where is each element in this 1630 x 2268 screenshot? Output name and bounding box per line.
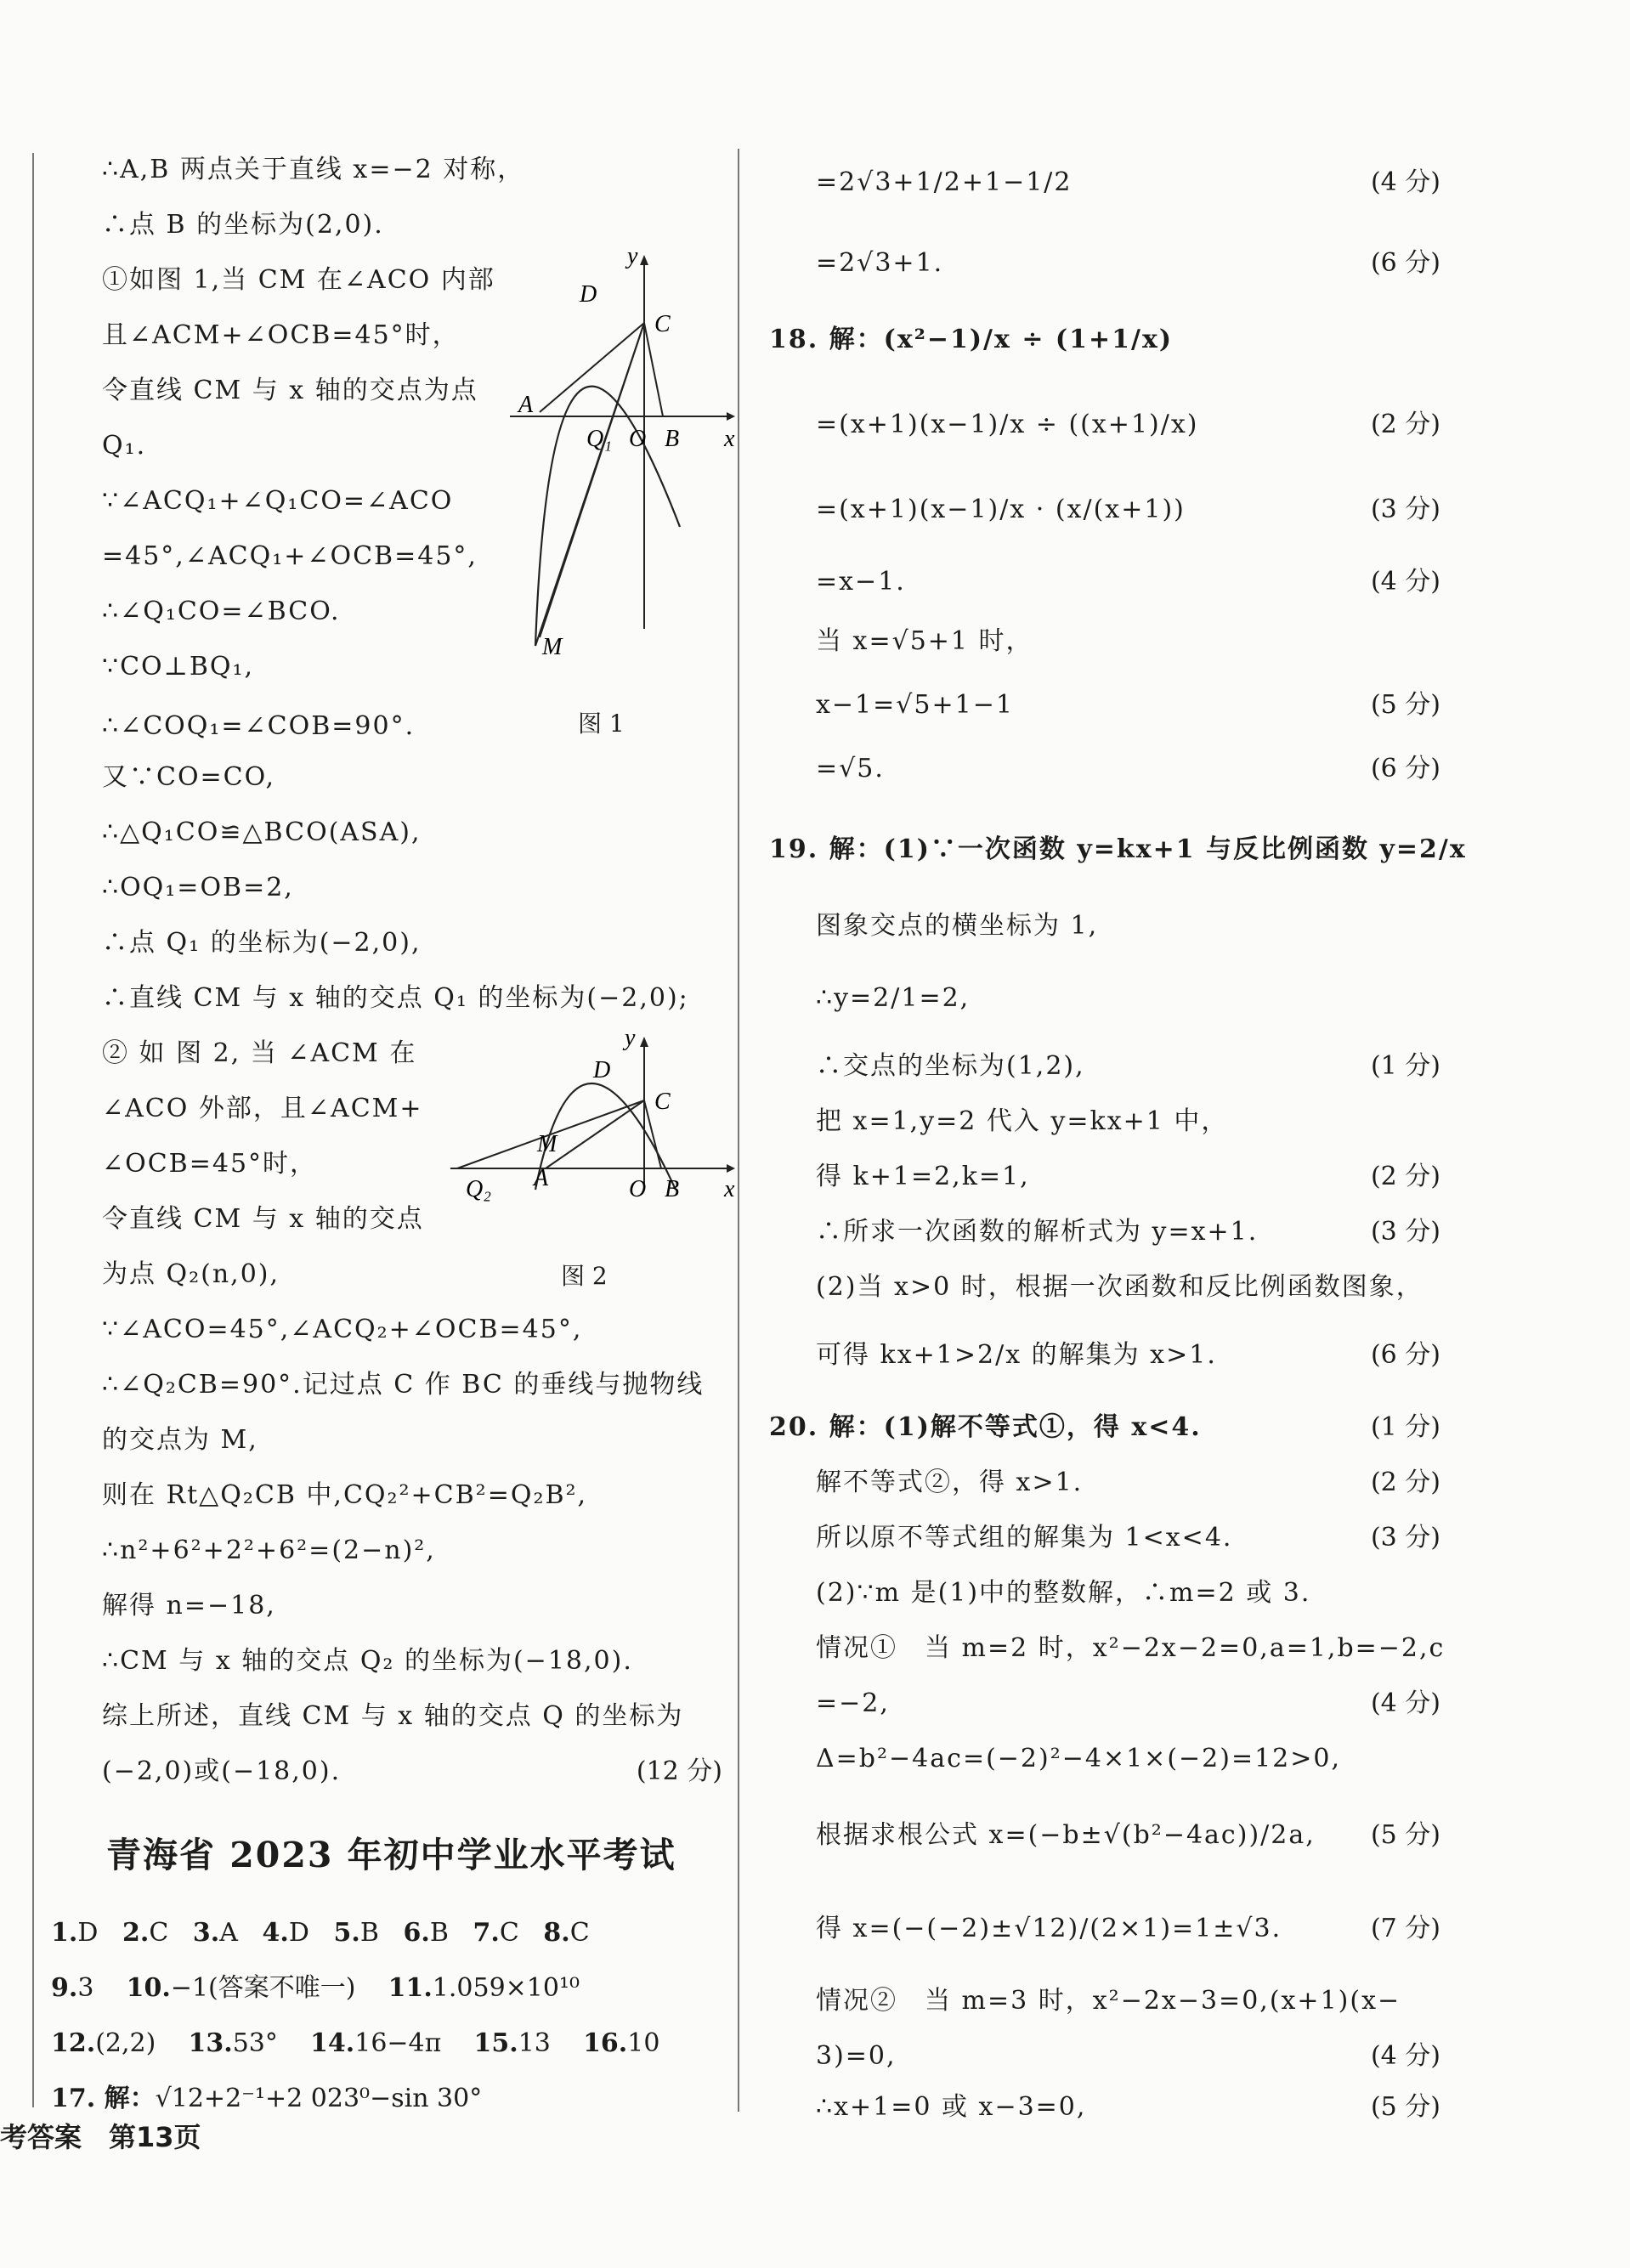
text-line: ∴A,B 两点关于直线 x=−2 对称，	[102, 155, 525, 184]
text-line: 且∠ACM+∠OCB=45°时，	[102, 320, 460, 350]
text-line: ∴所求一次函数的解析式为 y=x+1.	[816, 1217, 1259, 1247]
score-label: (3 分)	[1370, 1217, 1440, 1247]
fig2-label: Q₂	[466, 1176, 491, 1202]
text-line: 20. 解：(1)解不等式①，得 x<4.	[769, 1412, 1202, 1442]
text-line: 当 x=√5+1 时，	[816, 626, 1033, 656]
text-line: 为点 Q₂(n,0),	[102, 1259, 280, 1289]
left-margin-rule	[32, 153, 34, 2107]
text-line: ∴y=2/1=2,	[816, 983, 971, 1013]
text-line: 情况② 当 m=3 时，x²−2x−3=0,(x+1)(x−	[816, 1986, 1401, 2016]
text-line: 所以原不等式组的解集为 1<x<4.	[816, 1523, 1233, 1553]
score-label: (6 分)	[1370, 248, 1440, 278]
figure-2-diagram	[442, 1028, 739, 1207]
text-line: ∴点 B 的坐标为(2,0).	[102, 210, 384, 240]
text-line: (2)∵m 是(1)中的整数解，∴m=2 或 3.	[816, 1578, 1311, 1608]
fig1-label: A	[518, 392, 534, 418]
text-line: x−1=√5+1−1	[816, 690, 1014, 720]
text-line: (2)当 x>0 时，根据一次函数和反比例函数图象，	[816, 1272, 1423, 1302]
text-line: ①如图 1,当 CM 在∠ACO 内部	[102, 265, 495, 295]
figure-1-caption: 图 1	[578, 710, 625, 738]
text-line: ∠ACO 外部，且∠ACM+	[102, 1094, 423, 1123]
text-line: (−2,0)或(−18,0).	[102, 1756, 342, 1786]
fig2-label: C	[654, 1089, 671, 1115]
text-line: 可得 kx+1>2/x 的解集为 x>1.	[816, 1340, 1217, 1370]
text-line: 情况① 当 m=2 时，x²−2x−2=0,a=1,b=−2,c	[816, 1633, 1446, 1663]
fig1-label: D	[580, 281, 597, 308]
text-line: ∴△Q₁CO≌△BCO(ASA),	[102, 817, 422, 847]
text-line: ∵CO⊥BQ₁,	[102, 652, 255, 682]
fig1-label: O	[629, 426, 647, 452]
score-label: (2 分)	[1370, 410, 1440, 439]
fig1-label: M	[542, 634, 563, 660]
figure-1-diagram	[501, 246, 739, 663]
score-label: (7 分)	[1370, 1914, 1440, 1943]
page-footer: 考答案 第13页	[0, 2121, 201, 2153]
score-label: (1 分)	[1370, 1412, 1440, 1442]
score-label: (5 分)	[1370, 690, 1440, 720]
figure-2-caption: 图 2	[561, 1262, 608, 1290]
text-line: 19. 解：(1)∵一次函数 y=kx+1 与反比例函数 y=2/x	[769, 834, 1467, 864]
text-line: 解不等式②，得 x>1.	[816, 1468, 1084, 1497]
text-line: ∴CM 与 x 轴的交点 Q₂ 的坐标为(−18,0).	[102, 1646, 633, 1676]
text-line: 得 k+1=2,k=1,	[816, 1162, 1030, 1191]
score-label: (6 分)	[1370, 754, 1440, 783]
q17-line: 17. 解：√12+2⁻¹+2 023⁰−sin 30°	[51, 2084, 483, 2113]
text-line: =(x+1)(x−1)/x · (x/(x+1))	[816, 495, 1186, 524]
text-line: =−2,	[816, 1688, 890, 1718]
fig2-label: y	[625, 1028, 636, 1051]
fig1-label: B	[665, 426, 680, 452]
answer-row-2: 9.3 10.−1(答案不唯一) 11.1.059×10¹⁰	[51, 1973, 580, 2003]
text-line: 则在 Rt△Q₂CB 中,CQ₂²+CB²=Q₂B²,	[102, 1480, 588, 1510]
text-line: ∠OCB=45°时，	[102, 1149, 318, 1179]
text-line: ∴直线 CM 与 x 轴的交点 Q₁ 的坐标为(−2,0);	[102, 983, 689, 1013]
text-line: Q₁.	[102, 431, 147, 461]
answer-row-3: 12.(2,2) 13.53° 14.16−4π 15.13 16.10	[51, 2028, 660, 2058]
fig2-label: B	[665, 1176, 680, 1202]
text-line: 图象交点的横坐标为 1,	[816, 911, 1099, 941]
text-line: 根据求根公式 x=(−b±√(b²−4ac))/2a,	[816, 1820, 1316, 1850]
text-line: =(x+1)(x−1)/x ÷ ((x+1)/x)	[816, 410, 1199, 439]
score-label: (1 分)	[1370, 1051, 1440, 1081]
answer-row-1: 1.D 2.C 3.A 4.D 5.B 6.B 7.C 8.C	[51, 1918, 590, 1948]
score-label: (3 分)	[1370, 1523, 1440, 1553]
text-line: 18. 解：(x²−1)/x ÷ (1+1/x)	[769, 325, 1174, 354]
fig2-label: O	[629, 1176, 647, 1202]
score-label: (2 分)	[1370, 1162, 1440, 1191]
fig1-label: x	[724, 426, 735, 452]
text-line: ∴x+1=0 或 x−3=0,	[816, 2092, 1087, 2122]
score-label: (6 分)	[1370, 1340, 1440, 1370]
text-line: ∵∠ACQ₁+∠Q₁CO=∠ACO	[102, 486, 454, 516]
score-label: (3 分)	[1370, 495, 1440, 524]
text-line: ∴∠COQ₁=∠COB=90°.	[102, 711, 416, 741]
text-line: 得 x=(−(−2)±√12)/(2×1)=1±√3.	[816, 1914, 1282, 1943]
text-line: =√5.	[816, 754, 885, 783]
score-label: (4 分)	[1370, 167, 1440, 197]
text-line: ∴n²+6²+2²+6²=(2−n)²,	[102, 1536, 436, 1565]
score-label: (4 分)	[1370, 567, 1440, 597]
text-line: ② 如 图 2, 当 ∠ACM 在	[102, 1038, 417, 1068]
text-line: ∴交点的坐标为(1,2),	[816, 1051, 1085, 1081]
text-line: 令直线 CM 与 x 轴的交点	[102, 1204, 424, 1234]
score-label: (5 分)	[1370, 2092, 1440, 2122]
text-line: 把 x=1,y=2 代入 y=kx+1 中，	[816, 1106, 1229, 1136]
score-label: (4 分)	[1370, 1688, 1440, 1718]
text-line: ∴∠Q₁CO=∠BCO.	[102, 597, 341, 626]
text-line: ∴∠Q₂CB=90°.记过点 C 作 BC 的垂线与抛物线	[102, 1370, 705, 1400]
text-line: 又∵CO=CO,	[102, 762, 276, 792]
fig2-label: D	[593, 1057, 611, 1083]
fig2-label: M	[537, 1131, 557, 1157]
exam-heading: 青海省 2023 年初中学业水平考试	[106, 1835, 676, 1875]
score-label: (12 分)	[636, 1756, 722, 1786]
text-line: 的交点为 M,	[102, 1425, 258, 1455]
fig1-label: Q₁	[586, 426, 612, 452]
text-line: ∴OQ₁=OB=2,	[102, 873, 294, 902]
text-line: 综上所述，直线 CM 与 x 轴的交点 Q 的坐标为	[102, 1701, 684, 1731]
score-label: (2 分)	[1370, 1468, 1440, 1497]
fig2-label: A	[534, 1165, 549, 1191]
text-line: Δ=b²−4ac=(−2)²−4×1×(−2)=12>0,	[816, 1744, 1342, 1773]
fig1-label: y	[627, 246, 638, 269]
fig1-label: C	[654, 311, 671, 337]
text-line: 解得 n=−18,	[102, 1591, 276, 1620]
text-line: ∵∠ACO=45°,∠ACQ₂+∠OCB=45°,	[102, 1315, 583, 1344]
text-line: 3)=0,	[816, 2041, 897, 2071]
text-line: =2√3+1/2+1−1/2	[816, 167, 1073, 197]
text-line: 令直线 CM 与 x 轴的交点为点	[102, 376, 478, 405]
fig2-label: x	[724, 1176, 735, 1202]
text-line: ∴点 Q₁ 的坐标为(−2,0),	[102, 928, 422, 958]
score-label: (4 分)	[1370, 2041, 1440, 2071]
text-line: =45°,∠ACQ₁+∠OCB=45°,	[102, 541, 478, 571]
score-label: (5 分)	[1370, 1820, 1440, 1850]
text-line: =2√3+1.	[816, 248, 944, 278]
text-line: =x−1.	[816, 567, 906, 597]
